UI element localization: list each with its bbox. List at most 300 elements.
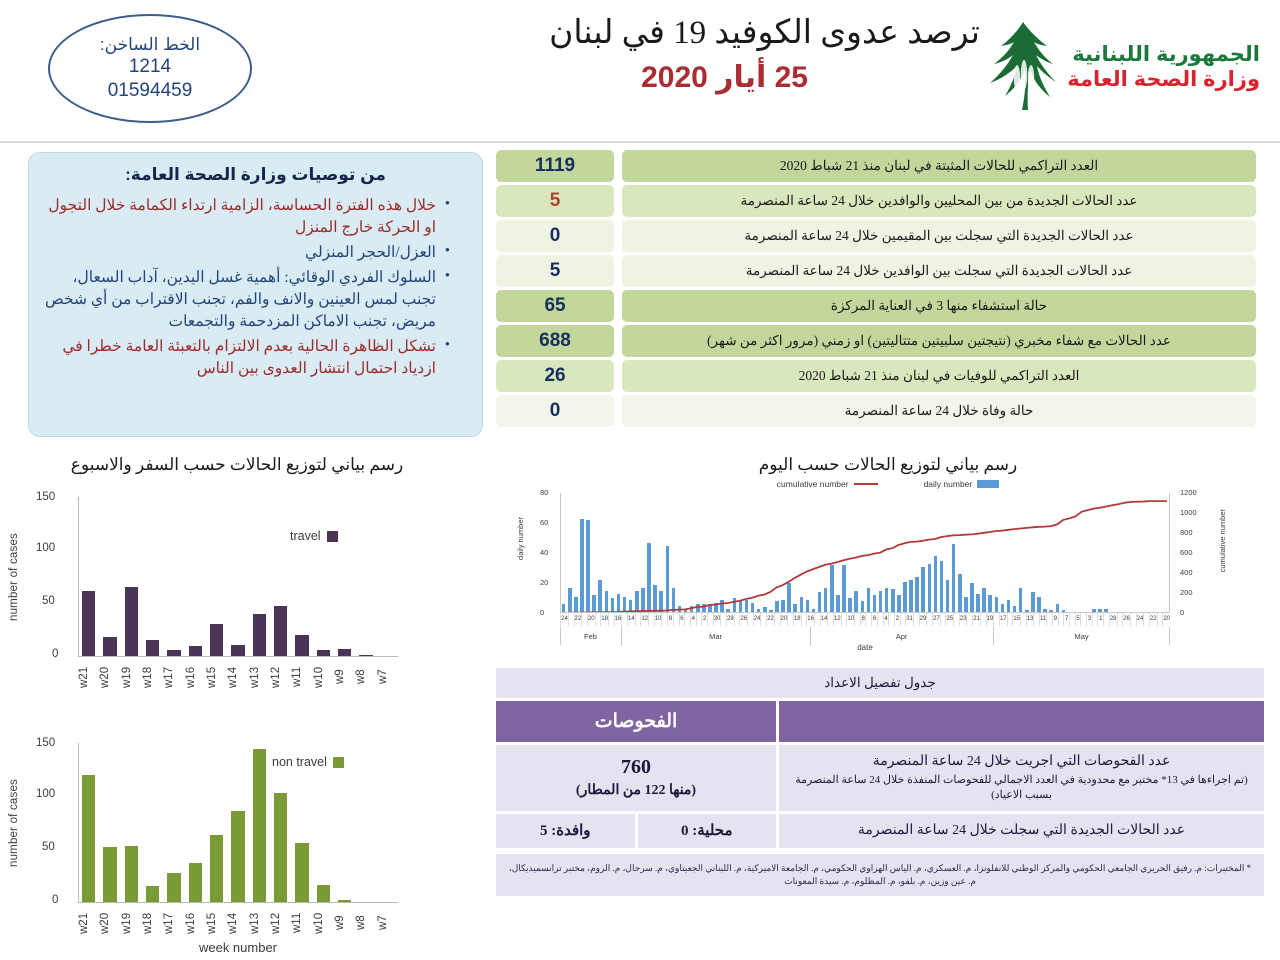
recommendations-panel xyxy=(28,152,483,437)
bar-slot xyxy=(99,743,120,902)
daily-date-tick xyxy=(774,613,780,626)
daily-month-label: Apr xyxy=(895,632,908,641)
bar-xlabel: w11 xyxy=(291,666,304,688)
stat-label: حالة استشفاء منها 3 في العناية المركزة xyxy=(622,290,1256,322)
daily-ytick: 0 xyxy=(540,608,545,617)
bar-slot xyxy=(291,497,312,656)
daily-date-tick xyxy=(827,613,833,626)
bar-xlabel: w13 xyxy=(248,666,261,688)
bar xyxy=(167,650,180,656)
daily-date-tick xyxy=(673,613,679,626)
legend-label-daily: daily number xyxy=(923,479,973,489)
daily-date-tick: 3 xyxy=(1086,613,1092,626)
daily-date-tick xyxy=(621,613,627,626)
bar-slot xyxy=(78,497,99,656)
daily-date-tick: 16 xyxy=(806,613,814,626)
daily-date-tick xyxy=(1143,613,1149,626)
stat-label: العدد التراكمي للوفيات في لبنان منذ 21 شباط 2020 xyxy=(622,360,1256,392)
bar-xlabel: w9 xyxy=(334,669,347,685)
stat-row xyxy=(496,360,1256,392)
bar-xlabel: w16 xyxy=(184,912,197,934)
daily-date-tick xyxy=(581,613,587,626)
new-cases-values xyxy=(496,814,776,848)
chart-daily-y2label: cumulative number xyxy=(1218,509,1227,573)
bar-xlabel: w14 xyxy=(227,666,240,688)
daily-date-tick: 4 xyxy=(690,613,696,626)
legend-label-travel: travel xyxy=(290,529,321,543)
bar xyxy=(210,835,223,902)
bar-slot xyxy=(227,497,248,656)
daily-month-label: May xyxy=(1074,632,1089,641)
daily-date-tick: 22 xyxy=(766,613,774,626)
daily-date-tick: 24 xyxy=(1136,613,1144,626)
details-table xyxy=(496,668,1264,896)
details-header-tests: الفحوصات xyxy=(496,701,776,742)
stat-label: عدد الحالات مع شفاء مخبري (نتيجتين سلبيتين متتاليتين) او زمني (مرور اكثر من شهر) xyxy=(622,325,1256,357)
cedar-tree-icon xyxy=(987,20,1059,115)
bar-slot xyxy=(185,743,206,902)
bar-xlabel: w15 xyxy=(206,912,219,934)
bar-slot xyxy=(121,497,142,656)
bar-slot xyxy=(206,743,227,902)
daily-date-tick xyxy=(1046,613,1052,626)
stat-row xyxy=(496,255,1256,287)
daily-date-tick: 28 xyxy=(1109,613,1117,626)
chart-travel-plot xyxy=(78,497,398,688)
chart-nontravel-plot xyxy=(78,743,398,934)
bar xyxy=(295,635,308,656)
daily-date-tick: 31 xyxy=(905,613,913,626)
bar-xlabel: w21 xyxy=(78,666,91,688)
bar xyxy=(146,886,159,902)
stat-row xyxy=(496,220,1256,252)
legend-label-cumulative: cumulative number xyxy=(776,479,849,489)
bar xyxy=(103,847,116,902)
daily-date-tick: 17 xyxy=(999,613,1007,626)
bar-slot xyxy=(377,497,398,656)
stat-row xyxy=(496,150,1256,182)
daily-date-tick xyxy=(1157,613,1163,626)
daily-date-tick: 20 xyxy=(587,613,595,626)
chart-daily-xlabel: date xyxy=(857,643,873,652)
bar-xlabel: w11 xyxy=(291,912,304,934)
daily-y2tick: 800 xyxy=(1180,528,1193,537)
legend-item-daily-number xyxy=(924,479,1000,489)
table-row-new-cases xyxy=(496,814,1264,848)
daily-y2tick: 1000 xyxy=(1180,508,1197,517)
daily-date-tick xyxy=(888,613,894,626)
daily-date-tick xyxy=(1130,613,1136,626)
report-date: 25 أيار 2020 xyxy=(641,61,808,94)
bar-xlabel: w13 xyxy=(248,912,261,934)
daily-date-tick: 21 xyxy=(972,613,980,626)
bar-xlabel: w16 xyxy=(184,666,197,688)
tests-row-cells xyxy=(496,745,1264,811)
bar-xlabel: w10 xyxy=(312,666,325,688)
chart-nontravel-cases xyxy=(0,725,470,960)
stat-row xyxy=(496,185,1256,217)
legend-swatch-daily xyxy=(977,480,999,488)
details-header-cells xyxy=(496,701,1264,742)
chart-travel-cases xyxy=(0,455,470,705)
daily-date-tick: 29 xyxy=(919,613,927,626)
daily-date-tick xyxy=(980,613,986,626)
daily-ytick: 40 xyxy=(540,548,549,557)
daily-date-tick: 9 xyxy=(1052,613,1058,626)
bar-xlabel: w12 xyxy=(270,912,283,934)
bar-slot xyxy=(313,743,334,902)
chart-travel-title: رسم بياني لتوزيع الحالات حسب السفر والاسبوع xyxy=(70,455,404,474)
daily-date-tick: 14 xyxy=(820,613,828,626)
chart-daily-cases xyxy=(496,455,1280,660)
bar xyxy=(253,749,266,902)
bar-xlabel: w8 xyxy=(355,915,368,931)
daily-date-tick xyxy=(1092,613,1098,626)
daily-date-tick xyxy=(1033,613,1039,626)
bar xyxy=(82,775,95,902)
stat-value: 1119 xyxy=(496,150,614,182)
daily-date-tick: 20 xyxy=(1162,613,1170,626)
stat-label: عدد الحالات الجديدة التي سجلت بين المقيمين خلال 24 ساعة المنصرمة xyxy=(622,220,1256,252)
stat-label: حالة وفاة خلال 24 ساعة المنصرمة xyxy=(622,395,1256,427)
chart-travel-x-axis xyxy=(78,656,398,657)
daily-y2tick: 1200 xyxy=(1180,488,1197,497)
daily-date-tick: 14 xyxy=(627,613,635,626)
bar-xlabel: w9 xyxy=(334,915,347,931)
daily-date-tick: 24 xyxy=(753,613,761,626)
bar xyxy=(103,637,116,656)
daily-date-tick xyxy=(865,613,871,626)
daily-date-tick xyxy=(926,613,932,626)
daily-month-label: Mar xyxy=(709,632,722,641)
stat-value: 5 xyxy=(496,185,614,217)
daily-date-tick: 13 xyxy=(1026,613,1034,626)
title-block xyxy=(549,12,980,95)
daily-date-tick xyxy=(684,613,690,626)
daily-date-tick xyxy=(648,613,654,626)
tests-value-cell xyxy=(496,745,776,811)
stat-label: العدد التراكمي للحالات المثبتة في لبنان منذ 21 شباط 2020 xyxy=(622,150,1256,182)
tests-description xyxy=(779,745,1264,811)
daily-date-tick: 20 xyxy=(780,613,788,626)
daily-date-tick xyxy=(734,613,740,626)
details-table-title-row xyxy=(496,668,1264,698)
details-table-title: جدول تفصيل الاعداد xyxy=(496,668,1264,698)
daily-date-tick: 24 xyxy=(560,613,568,626)
daily-date-tick xyxy=(940,613,946,626)
chart-travel-ytick-50: 50 xyxy=(42,595,55,607)
page-title: ترصد عدوى الكوفيد 19 في لبنان xyxy=(549,15,980,51)
ministry-logo xyxy=(987,20,1260,115)
recommendation-item: • خلال هذه الفترة الحساسة، الزامية ارتداء الكمامة خلال التجول او الحركة خارج المنزل xyxy=(43,195,450,239)
bar-slot xyxy=(206,497,227,656)
new-cases-local: محلية: 0 xyxy=(638,814,777,848)
recommendation-item: • السلوك الفردي الوقائي: أهمية غسل اليدين، آداب السعال، تجنب لمس العينين والانف والفم، تجنب الاقتراب من أي شخص مريض، تجنب الاماكن المزدحمة والتجمعات xyxy=(43,267,450,333)
daily-date-tick xyxy=(1080,613,1086,626)
bar xyxy=(253,614,266,656)
stat-label: عدد الحالات الجديدة التي سجلت بين الوافدين خلال 24 ساعة المنصرمة xyxy=(622,255,1256,287)
chart-daily-legend xyxy=(496,479,1280,489)
daily-date-tick xyxy=(1069,613,1075,626)
daily-y2tick: 400 xyxy=(1180,568,1193,577)
daily-ytick: 60 xyxy=(540,518,549,527)
daily-date-tick xyxy=(913,613,919,626)
daily-date-tick xyxy=(696,613,702,626)
bar-slot xyxy=(270,743,291,902)
daily-date-tick xyxy=(877,613,883,626)
daily-date-tick: 10 xyxy=(654,613,662,626)
new-cases-description-main: عدد الحالات الجديدة التي سجلت خلال 24 ساعة المنصرمة xyxy=(857,822,1186,838)
bar-slot xyxy=(334,743,355,902)
bar-slot xyxy=(249,743,270,902)
bar-xlabel: w18 xyxy=(142,666,155,688)
daily-date-tick xyxy=(1058,613,1064,626)
bar-xlabel: w19 xyxy=(120,912,133,934)
daily-date-tick xyxy=(814,613,820,626)
chart-daily-plot xyxy=(560,493,1170,613)
bar-slot xyxy=(291,743,312,902)
bar-slot xyxy=(227,743,248,902)
new-cases-incoming: وافدة: 5 xyxy=(496,814,635,848)
stat-value: 688 xyxy=(496,325,614,357)
daily-date-tick: 28 xyxy=(726,613,734,626)
bar xyxy=(125,846,138,902)
bar-slot xyxy=(313,497,334,656)
bar-xlabel: w17 xyxy=(163,912,176,934)
chart-nontravel-ytick-150: 150 xyxy=(36,737,56,749)
recommendation-item: • تشكل الظاهرة الحالية بعدم الالتزام بالتعبئة العامة خطرا في ازدياد احتمال انتشار العدوى بين الناس xyxy=(43,336,450,380)
daily-date-tick: 23 xyxy=(959,613,967,626)
table-row-tests xyxy=(496,745,1264,811)
stat-label: عدد الحالات الجديدة من بين المحليين والوافدين خلال 24 ساعة المنصرمة xyxy=(622,185,1256,217)
recommendation-item: • العزل/الحجر المنزلي xyxy=(43,242,450,264)
daily-date-tick xyxy=(966,613,972,626)
daily-date-tick xyxy=(661,613,667,626)
bar-xlabel: w20 xyxy=(99,666,112,688)
bar xyxy=(295,843,308,902)
daily-date-tick: 8 xyxy=(860,613,866,626)
stat-value: 0 xyxy=(496,220,614,252)
daily-date-tick xyxy=(595,613,601,626)
details-header-blank xyxy=(779,701,1264,742)
new-cases-description xyxy=(779,814,1264,848)
daily-date-tick: 7 xyxy=(1063,613,1069,626)
statistics-table xyxy=(496,150,1256,430)
bar-xlabel: w10 xyxy=(312,912,325,934)
stat-value: 65 xyxy=(496,290,614,322)
stat-value: 0 xyxy=(496,395,614,427)
bar-xlabel: w20 xyxy=(99,912,112,934)
bar-slot xyxy=(99,497,120,656)
daily-month-label: Feb xyxy=(584,632,597,641)
bar xyxy=(274,793,287,902)
bar xyxy=(210,624,223,656)
chart-travel-ytick-0: 0 xyxy=(52,648,59,660)
daily-date-tick xyxy=(854,613,860,626)
bar xyxy=(82,591,95,656)
daily-date-tick: 22 xyxy=(574,613,582,626)
bar-xlabel: w7 xyxy=(376,915,389,931)
chart-nontravel-ytick-50: 50 xyxy=(42,841,55,853)
daily-date-tick: 26 xyxy=(1122,613,1130,626)
laboratories-footnote: * المختبرات: م. رفيق الحريري الجامعي الحكومي والمركز الوطني للانفلونزا، م. العسكري، م. الياس الهراوي الحكومي، م. الجامعة الاميركية، م. اللبناني الجعيتاوي، م. سرحال، م. الروم، مختبر ترانسميديكال، م. عين وزين، م. بلفو، م. المظلوم، م. سيدة المعونات xyxy=(496,854,1264,896)
daily-date-tick xyxy=(993,613,999,626)
daily-date-tick: 18 xyxy=(793,613,801,626)
daily-date-tick: 19 xyxy=(986,613,994,626)
daily-date-tick: 12 xyxy=(640,613,648,626)
bar xyxy=(359,655,372,656)
daily-date-tick xyxy=(608,613,614,626)
bar xyxy=(317,885,330,902)
legend-label-nontravel: non travel xyxy=(272,755,327,769)
daily-date-tick: 12 xyxy=(833,613,841,626)
details-table-header-row xyxy=(496,701,1264,742)
tests-airport-note: (منها 122 من المطار) xyxy=(575,783,697,799)
bar-xlabel: w17 xyxy=(163,666,176,688)
daily-date-tick xyxy=(841,613,847,626)
daily-date-tick: 2 xyxy=(701,613,707,626)
daily-date-tick: 2 xyxy=(894,613,900,626)
bar xyxy=(338,900,351,902)
tests-description-main: عدد الفحوصات التي اجريت خلال 24 ساعة المنصرمة xyxy=(872,754,1171,769)
bar-xlabel: w8 xyxy=(355,669,368,685)
daily-date-tick: 1 xyxy=(1097,613,1103,626)
legend-swatch-cumulative xyxy=(854,483,878,486)
daily-date-tick: 5 xyxy=(1075,613,1081,626)
chart-nontravel-x-axis xyxy=(78,902,398,903)
republic-label: الجمهورية اللبنانية xyxy=(1072,43,1260,67)
recommendations-list xyxy=(43,195,468,380)
daily-date-tick: 15 xyxy=(1012,613,1020,626)
stat-value: 5 xyxy=(496,255,614,287)
bar-xlabel: w18 xyxy=(142,912,155,934)
daily-date-tick xyxy=(1103,613,1109,626)
chart-nontravel-xlabel: week number xyxy=(198,940,278,955)
chart-travel-xlabels xyxy=(78,660,398,694)
chart-nontravel-ytick-0: 0 xyxy=(52,894,59,906)
chart-travel-ylabel: number of cases xyxy=(8,533,20,622)
bar-xlabel: w19 xyxy=(120,666,133,688)
bar xyxy=(274,606,287,656)
daily-date-tick: 11 xyxy=(1039,613,1046,626)
chart-nontravel-bars xyxy=(78,743,398,902)
bar xyxy=(317,650,330,656)
hotline-number-primary: 1214 xyxy=(128,56,172,78)
chart-travel-ytick-100: 100 xyxy=(36,542,56,554)
stat-row xyxy=(496,325,1256,357)
daily-date-tick: 26 xyxy=(739,613,747,626)
bar-xlabel: w21 xyxy=(78,912,91,934)
bar-slot xyxy=(270,497,291,656)
header-divider xyxy=(0,141,1280,143)
daily-date-tick xyxy=(900,613,906,626)
bar-slot xyxy=(377,743,398,902)
daily-date-tick: 8 xyxy=(667,613,673,626)
daily-y2tick: 200 xyxy=(1180,588,1193,597)
hotline-badge xyxy=(48,14,252,123)
chart-travel-ytick-150: 150 xyxy=(36,491,56,503)
chart-nontravel-ytick-100: 100 xyxy=(36,788,56,800)
daily-date-tick xyxy=(635,613,641,626)
daily-date-tick xyxy=(1020,613,1026,626)
chart-nontravel-xlabels xyxy=(78,906,398,940)
daily-date-tick: 25 xyxy=(945,613,953,626)
daily-date-tick xyxy=(568,613,574,626)
bar xyxy=(125,587,138,656)
chart-daily-ylabel: daily number xyxy=(516,517,525,560)
bar-slot xyxy=(121,743,142,902)
bar-xlabel: w12 xyxy=(270,666,283,688)
bar-slot xyxy=(142,497,163,656)
daily-date-tick: 30 xyxy=(713,613,721,626)
bar-slot xyxy=(249,497,270,656)
bar xyxy=(146,640,159,656)
daily-y2tick: 600 xyxy=(1180,548,1193,557)
bar-xlabel: w7 xyxy=(376,669,389,685)
daily-date-tick: 10 xyxy=(846,613,854,626)
ministry-name xyxy=(1067,43,1260,91)
daily-date-tick xyxy=(760,613,766,626)
chart-daily-title: رسم بياني لتوزيع الحالات حسب اليوم xyxy=(758,455,1018,474)
daily-date-tick xyxy=(720,613,726,626)
daily-date-tick xyxy=(801,613,807,626)
bar xyxy=(338,649,351,656)
bar xyxy=(189,646,202,656)
bar-slot xyxy=(163,497,184,656)
daily-date-tick xyxy=(1007,613,1013,626)
daily-ytick: 80 xyxy=(540,488,549,497)
daily-date-tick xyxy=(953,613,959,626)
bar-xlabel: w15 xyxy=(206,666,219,688)
stat-row xyxy=(496,395,1256,427)
hotline-number-secondary: 01594459 xyxy=(107,80,193,102)
page-header xyxy=(0,0,1280,143)
bar xyxy=(189,863,202,902)
tests-count: 760 xyxy=(621,756,651,779)
daily-date-tick: 22 xyxy=(1149,613,1157,626)
ministry-label: وزارة الصحة العامة xyxy=(1067,67,1260,91)
daily-date-tick: 6 xyxy=(871,613,877,626)
daily-date-tick: 27 xyxy=(932,613,940,626)
stat-value: 26 xyxy=(496,360,614,392)
bar-slot xyxy=(185,497,206,656)
daily-ytick: 20 xyxy=(540,578,549,587)
recommendations-heading: من توصيات وزارة الصحة العامة: xyxy=(125,165,386,184)
daily-date-tick xyxy=(787,613,793,626)
daily-date-tick xyxy=(747,613,753,626)
daily-date-tick: 18 xyxy=(600,613,608,626)
bar-slot xyxy=(78,743,99,902)
bar xyxy=(167,873,180,902)
daily-y2tick: 0 xyxy=(1180,608,1185,617)
daily-date-tick: 6 xyxy=(679,613,685,626)
bar-slot xyxy=(355,497,376,656)
bar-slot xyxy=(355,743,376,902)
bar xyxy=(231,811,244,902)
bar-slot xyxy=(334,497,355,656)
stat-row xyxy=(496,290,1256,322)
tests-description-note: (تم اجراءها في 13* مختبر مع محدودية في العدد الاجمالي للفحوصات المنفذة خلال 24 ساعة المنصرمة بسبب الاعياد) xyxy=(795,774,1248,802)
chart-daily-cumulative-line xyxy=(560,493,1170,613)
daily-date-tick: 4 xyxy=(883,613,889,626)
daily-date-tick xyxy=(707,613,713,626)
legend-item-cumulative-number xyxy=(777,479,878,489)
hotline-label: الخط الساخن: xyxy=(99,35,201,55)
bar xyxy=(231,645,244,656)
chart-travel-bars xyxy=(78,497,398,656)
new-cases-row-cells xyxy=(496,814,1264,848)
daily-date-tick xyxy=(1117,613,1123,626)
